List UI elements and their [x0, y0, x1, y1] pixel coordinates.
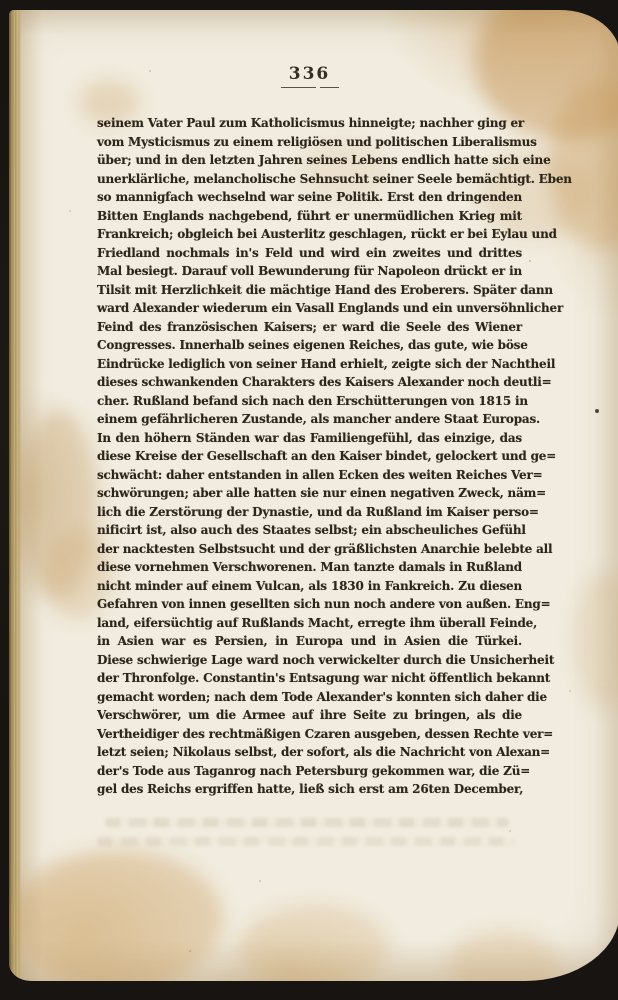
text-line: diese Kreise der Gesellschaft an den Kaiser bindet, gelockert und ge=: [97, 449, 557, 463]
text-line: so mannigfach wechselnd war seine Politik. Erst den dringenden: [97, 190, 522, 204]
text-line: Verschwörer, um die Armee auf ihre Seite zu bringen, als die: [97, 708, 522, 722]
text-line: der Thronfolge. Constantin's Entsagung war nicht öffentlich bekannt: [97, 671, 551, 685]
text-line: in Asien war es Persien, in Europa und in Asien die Türkei.: [97, 634, 522, 648]
text-line: Frankreich; obgleich bei Austerlitz geschlagen, rückt er bei Eylau und: [97, 227, 557, 241]
show-through-text: [97, 837, 515, 846]
page-number: 336: [288, 64, 331, 84]
text-line: vom Mysticismus zu einem religiösen und politischen Liberalismus: [97, 134, 537, 149]
text-line: der nacktesten Selbstsucht und der gräßlichsten Anarchie belebte all: [97, 541, 553, 556]
text-line: lich die Zerstörung der Dynastie, und da Rußland im Kaiser perso=: [97, 504, 539, 519]
text-line: Eindrücke lediglich von seiner Hand erhielt, zeigte sich der Nachtheil: [97, 356, 556, 371]
text-line: diese vornehmen Verschworenen. Man tanzte damals in Rußland: [97, 560, 522, 574]
text-line: Diese schwierige Lage ward noch verwickelter durch die Unsicherheit: [97, 652, 555, 667]
page-header: [97, 64, 522, 88]
text-line: gemacht worden; nach dem Tode Alexander's konnten sich daher die: [97, 689, 547, 704]
text-line: Vertheidiger des rechtmäßigen Czaren ausgeben, dessen Rechte ver=: [97, 726, 554, 741]
body-text: [97, 114, 572, 799]
text-line: unerklärliche, melancholische Sehnsucht seiner Seele bemächtigt. Eben: [97, 171, 572, 186]
text-line: Feind des französischen Kaisers; er ward die Seele des Wiener: [97, 319, 522, 334]
text-line: In den höhern Ständen war das Familiengefühl, das einzige, das: [97, 430, 522, 445]
foxing-stain: [19, 410, 99, 600]
text-line: über; und in den letzten Jahren seines Lebens endlich hatte sich eine: [97, 153, 551, 167]
text-line: nicht minder auf einem Vulcan, als 1830 in Fankreich. Zu diesen: [97, 578, 522, 593]
text-line: schwörungen; aber alle hatten sie nur einen negativen Zweck, näm=: [97, 486, 547, 500]
text-line: ward Alexander wiederum ein Vasall Englands und ein unversöhnlicher: [97, 301, 564, 315]
text-line: cher. Rußland befand sich nach den Erschütterungen von 1815 in: [97, 393, 528, 408]
text-line: einem gefährlicheren Zustande, als mancher andere Staat Europas.: [97, 412, 541, 426]
text-line: dieses schwankenden Charakters des Kaisers Alexander noch deutli=: [97, 375, 552, 389]
text-line: Congresses. Innerhalb seines eigenen Reiches, das gute, wie böse: [97, 338, 528, 352]
page-edge-stack: [9, 10, 21, 981]
foxing-stain: [449, 930, 559, 981]
text-line: schwächt: daher entstanden in allen Ecken des weiten Reiches Ver=: [97, 467, 543, 482]
text-line: Bitten Englands nachgebend, führt er unermüdlichen Krieg mit: [97, 208, 522, 223]
text-line: gel des Reichs ergriffen hatte, ließ sich erst am 26ten December,: [97, 782, 524, 796]
text-line: Gefahren von innen gesellten sich nun noch andere von außen. Eng=: [97, 597, 551, 611]
text-line: Tilsit mit Herzlichkeit die mächtige Hand des Eroberers. Später dann: [97, 282, 553, 297]
foxing-stain: [239, 905, 389, 981]
text-line: der's Tode aus Taganrog nach Petersburg gekommen war, die Zü=: [97, 763, 531, 778]
book-page: [9, 10, 618, 981]
text-line: Mal besiegt. Darauf voll Bewunderung für Napoleon drückt er in: [97, 264, 522, 278]
text-line: nificirt ist, also auch des Staates selbst; ein abscheuliches Gefühl: [97, 523, 526, 537]
text-line: land, eifersüchtig auf Rußlands Macht, erregte ihm überall Feinde,: [97, 615, 538, 630]
text-line: seinem Vater Paul zum Katholicismus hinneigte; nachher ging er: [97, 116, 525, 130]
foxing-stain: [574, 570, 618, 710]
foxing-stain: [13, 850, 223, 981]
page-number-rule: [281, 87, 339, 88]
text-line: letzt seien; Nikolaus selbst, der sofort, als die Nachricht von Alexan=: [97, 745, 551, 759]
text-line: Friedland nochmals in's Feld und wird ein zweites und drittes: [97, 245, 522, 260]
show-through-text: [105, 818, 509, 827]
foxing-stain: [549, 80, 618, 250]
paper-specks: [9, 10, 11, 12]
